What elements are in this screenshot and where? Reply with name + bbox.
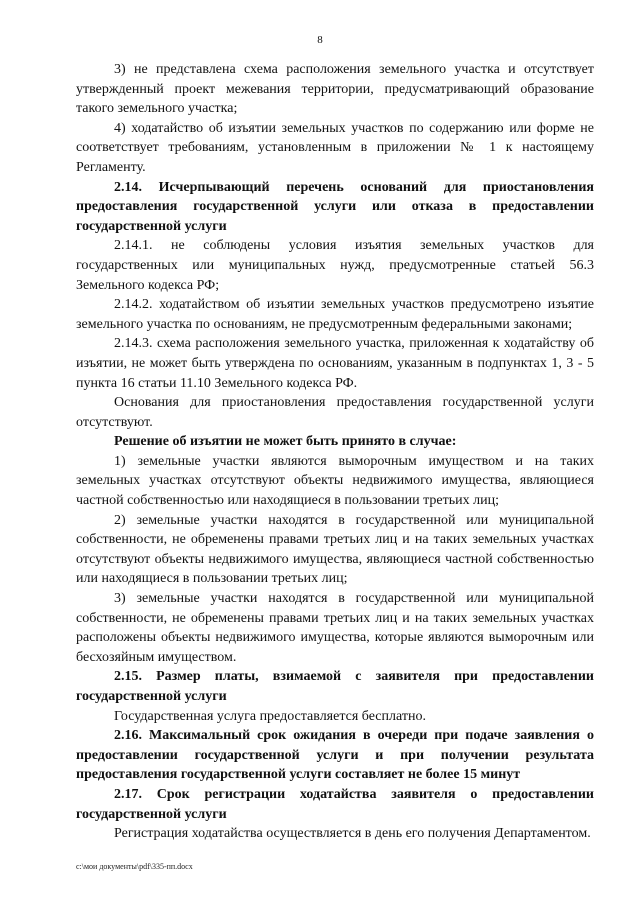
paragraph: 2) земельные участки находятся в государственной или муниципальной собственности, не обременены правами третьих лиц и на таких земельных участках отсутствуют объекты недвижимого имущества, являющиеся частной собственностью или находящиеся в пользовании третьих лиц; (76, 512, 594, 587)
paragraph: Регистрация ходатайства осуществляется в день его получения Департаментом. (114, 826, 591, 842)
paragraph: 1) земельные участки являются выморочным имуществом и на таких земельных участках отсутствуют объекты недвижимого имущества, являющиеся частной собственностью или находящиеся в пользовании третьих лиц; (76, 453, 594, 509)
paragraph: 2.14.1. не соблюдены условия изъятия земельных участков для государственных или муниципальных нужд, предусмотренные статьей 56.3 Земельного кодекса РФ; (76, 238, 594, 293)
document-body (76, 60, 594, 844)
paragraph: Основания для приостановления предоставления государственной услуги отсутствуют. (76, 395, 594, 430)
paragraph: Государственная услуга предоставляется бесплатно. (114, 708, 426, 724)
paragraph: 3) земельные участки находятся в государственной или муниципальной собственности, не обременены правами третьих лиц и на таких земельных участках расположены объекты недвижимого имущества, которые являются выморочным или бесхозяйным имуществом. (76, 591, 594, 665)
section-heading: 2.14. Исчерпывающий перечень оснований для приостановления предоставления государственной услуги или отказа в предоставлении государственной услуги (76, 179, 594, 234)
paragraph: 2.14.3. схема расположения земельного участка, приложенная к ходатайству об изъятии, не может быть утверждена по основаниям, указанным в подпунктах 1, 3 - 5 пункта 16 статьи 11.10 Земельного кодекса РФ. (76, 336, 594, 391)
page-number: 8 (317, 34, 323, 46)
paragraph: 2.14.2. ходатайством об изъятии земельных участков предусмотрено изъятие земельного участка по основаниям, не предусмотренным федеральными законами; (76, 297, 594, 332)
subheading: Решение об изъятии не может быть принято в случае: (114, 434, 457, 450)
paragraph: 3) не представлена схема расположения земельного участка и отсутствует утвержденный проект межевания территории, предусматривающий образование такого земельного участка; (76, 62, 594, 117)
file-path-footer: c:\мои документы\pdf\335-пп.docx (76, 862, 193, 871)
section-heading: 2.15. Размер платы, взимаемой с заявителя при предоставлении государственной услуги (76, 669, 594, 704)
section-heading: 2.16. Максимальный срок ожидания в очереди при подаче заявления о предоставлении государственной услуги и при получении результата предоставления государственной услуги составляет не более 15 минут (76, 728, 594, 783)
section-heading: 2.17. Срок регистрации ходатайства заявителя о предоставлении государственной услуги (76, 786, 594, 822)
paragraph: 4) ходатайство об изъятии земельных участков по содержанию или форме не соответствует требованиям, установленным в приложении № 1 к настоящему Регламенту. (76, 120, 594, 175)
